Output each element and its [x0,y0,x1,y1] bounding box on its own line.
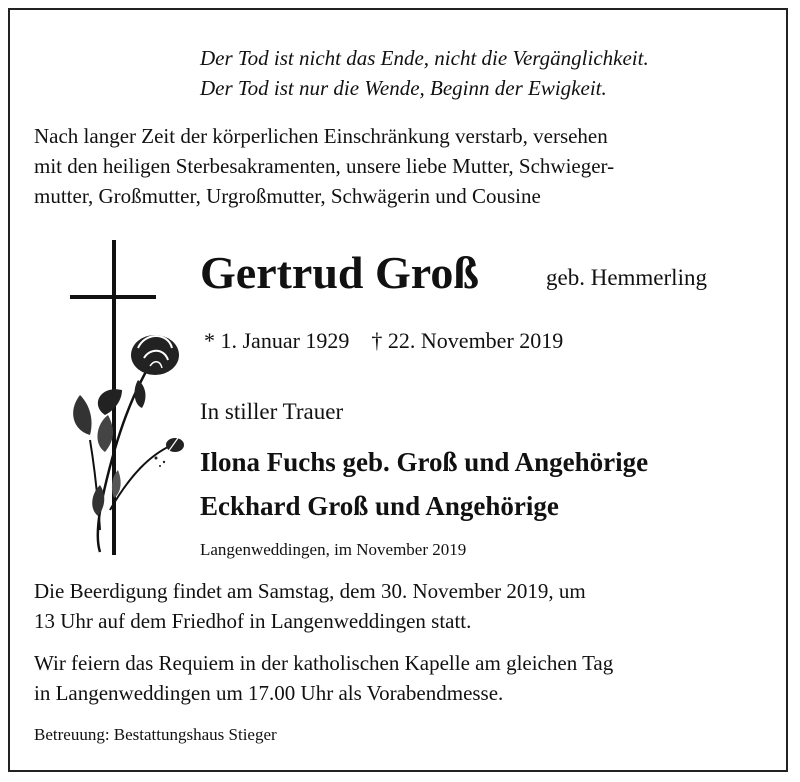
intro-line-2: mit den heiligen Sterbesakramenten, unsere liebe Mutter, Schwieger- [34,154,615,178]
requiem-line-1: Wir feiern das Requiem in der katholischen Kapelle am gleichen Tag [34,651,614,675]
place-date: Langenweddingen, im November 2019 [200,540,467,559]
mourner-line: Eckhard Groß und Angehörige [200,491,559,521]
funeral-home-credit: Betreuung: Bestattungshaus Stieger [34,725,277,744]
cross-with-rose-icon [60,240,200,560]
deceased-name: Gertrud Groß [200,247,479,298]
funeral-line-1: Die Beerdigung findet am Samstag, dem 30. November 2019, um [34,579,586,603]
mourner-line: Ilona Fuchs geb. Groß und Angehörige [200,447,649,477]
funeral-line-2: 13 Uhr auf dem Friedhof in Langenweddingen statt. [34,609,472,633]
quote-line-2: Der Tod ist nur die Wende, Beginn der Ewigkeit. [200,76,607,100]
requiem-line-2: in Langenweddingen um 17.00 Uhr als Vorabendmesse. [34,681,504,705]
birth-date: * 1. Januar 1929 [204,328,350,353]
quote-line-1: Der Tod ist nicht das Ende, nicht die Vergänglichkeit. [200,46,649,70]
death-date: † 22. November 2019 [371,328,564,353]
birth-name: geb. Hemmerling [546,265,707,290]
mourning-heading: In stiller Trauer [200,399,344,424]
intro-line-1: Nach langer Zeit der körperlichen Einschränkung verstarb, versehen [34,124,608,148]
intro-line-3: mutter, Großmutter, Urgroßmutter, Schwägerin und Cousine [34,184,541,208]
life-dates [204,326,563,356]
